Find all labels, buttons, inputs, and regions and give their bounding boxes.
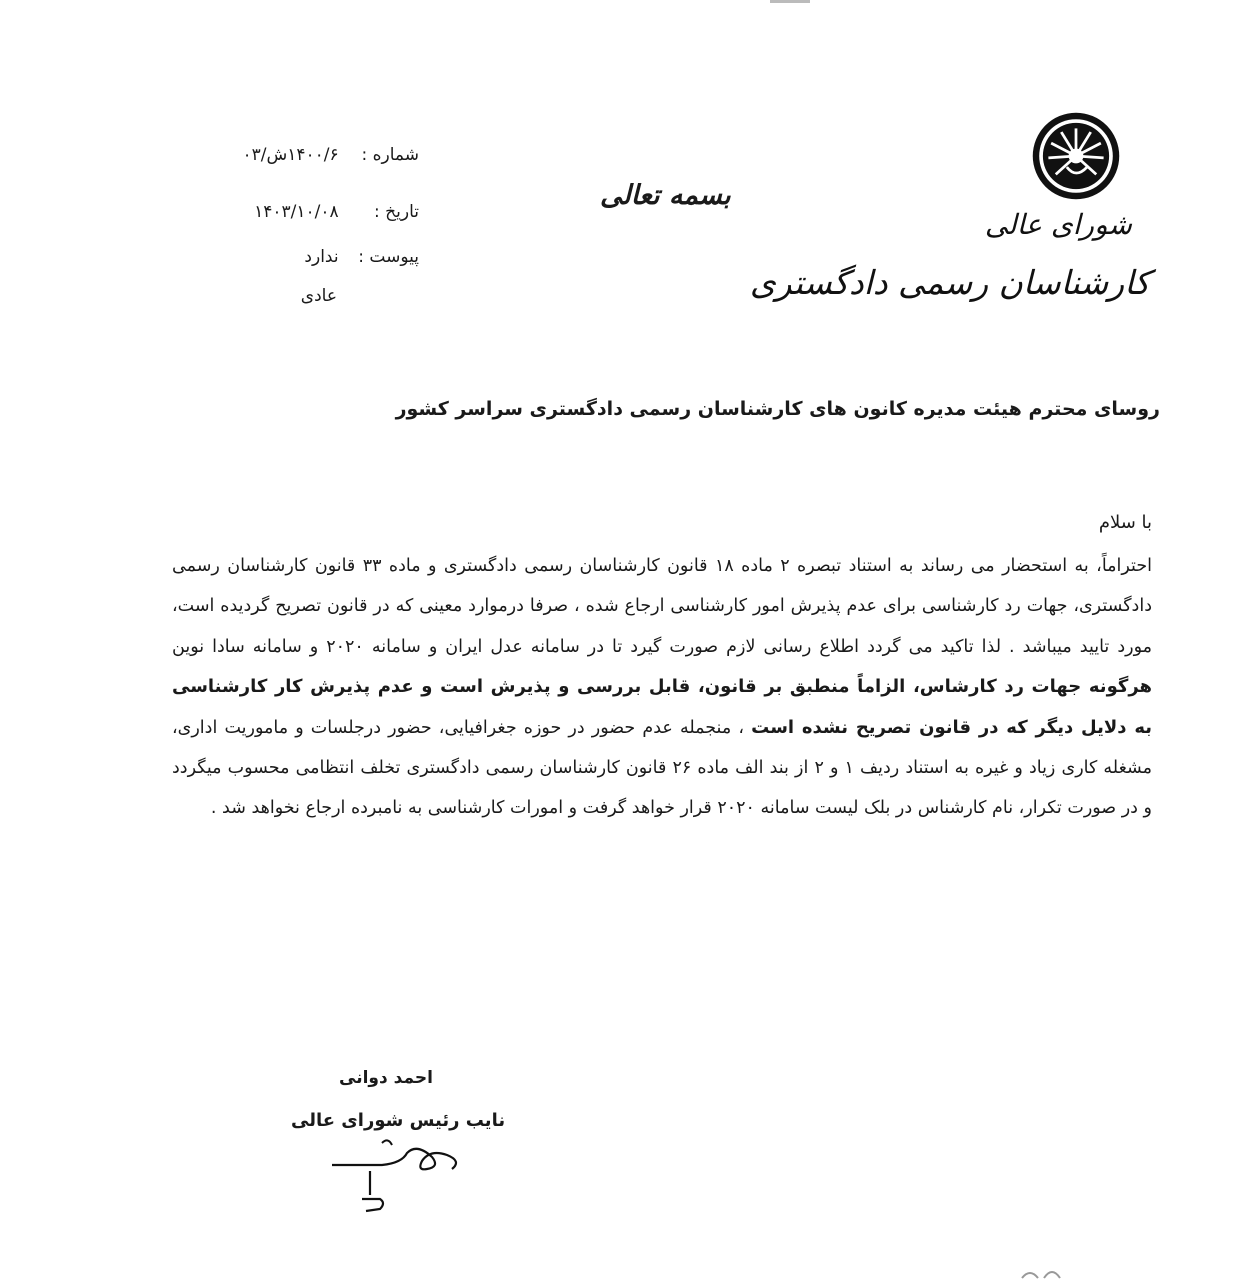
signatory-title: نایب رئیس شورای عالی: [291, 1110, 506, 1131]
letter-number-row: [242, 145, 419, 165]
letter-date-label: تاریخ :: [374, 202, 419, 222]
letterhead-line1: شورای عالی: [984, 208, 1132, 241]
letter-number-value: ۱۴۰۰/۶ش/۰۳: [242, 145, 339, 165]
attachment-value: ندارد: [304, 247, 339, 267]
classification-value: عادی: [300, 286, 337, 306]
attachment-row: [304, 247, 419, 267]
basmala-heading: بسمه تعالی: [600, 180, 731, 211]
handwritten-signature: [322, 1135, 472, 1235]
body-text-part1: احتراماً، به استحضار می رساند به استناد تبصره ۲ ماده ۱۸ قانون کارشناسان رسمی دادگستری و ماده ۳۳ قانون کارشناسان رسمی دادگستری، جهات رد کارشناسی برای عدم پذیرش امور کارشناسی ارجاع شده ، صرفا درموارد معینی که در قانون تصریح گردیده است، مورد تایید میباشد . لذا تاکید می گردد اطلاع رسانی لازم صورت گیرد تا در سامانه عدل ایران و سامانه ۲۰۲۰ و سامانه سادا نوین: [172, 556, 1153, 657]
recipient-line: روسای محترم هیئت مدیره کانون های کارشناسان رسمی دادگستری سراسر کشور: [395, 398, 1160, 420]
body-text-bold: هرگونه جهات رد کارشاس، الزاماً منطبق بر قانون، قابل بررسی و پذیرش است و عدم پذیرش کار کارشناسی به دلایل دیگر که در قانون تصریح نشده است: [172, 676, 1152, 738]
letter-number-label: شماره :: [361, 145, 419, 165]
page-corner-mark: [1020, 1262, 1065, 1280]
letter-date-value: ۱۴۰۳/۱۰/۰۸: [254, 202, 339, 222]
attachment-label: پیوست :: [358, 247, 419, 267]
letter-body: [172, 546, 1152, 829]
council-seal-icon: [1030, 110, 1122, 202]
letter-date-row: [254, 202, 419, 222]
letterhead-line2: کارشناسان رسمی دادگستری: [749, 263, 1150, 302]
body-text-part2: ، منجمله عدم حضور در حوزه جغرافیایی، حضور درجلسات و ماموریت اداری، مشغله کاری زیاد و غیره به استناد ردیف ۱ و ۲ از بند الف ماده ۲۶ قانون کارشناسان رسمی دادگستری تخلف انتظامی محسوب میگردد و در صورت تکرار، نام کارشناس در بلک لیست سامانه ۲۰۲۰ قرار خواهد گرفت و امورات کارشناسی به نامبرده ارجاع نخواهد شد .: [172, 717, 1153, 819]
letterhead-logo: [749, 100, 1202, 330]
signatory-name: احمد دوانی: [339, 1068, 433, 1088]
greeting: با سلام: [1098, 512, 1152, 533]
scan-edge-mark: [770, 0, 810, 3]
